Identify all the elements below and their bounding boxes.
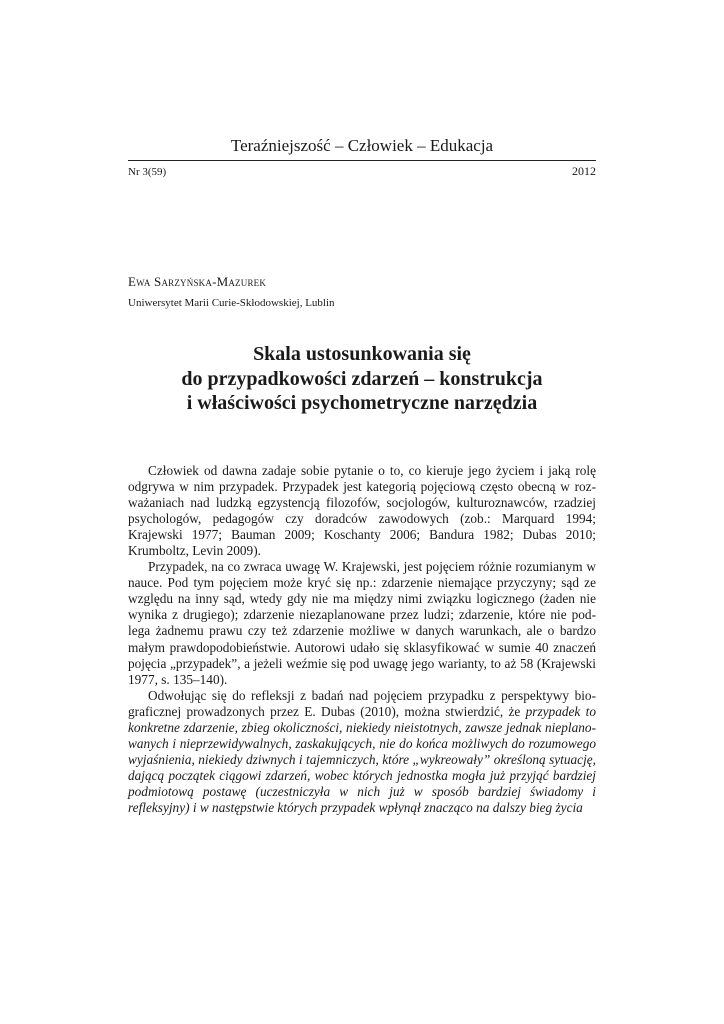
title-line-3: i właściwości psychometryczne narzędzia bbox=[186, 392, 538, 414]
article-body bbox=[128, 463, 596, 816]
issue-number: Nr 3(59) bbox=[128, 166, 167, 178]
author-last2-rest: azurek bbox=[228, 274, 267, 289]
article-title bbox=[128, 342, 596, 416]
author-last-initial: S bbox=[154, 274, 162, 289]
author-last2-initial: M bbox=[216, 274, 229, 289]
title-line-2: do przypadkowości zdarzeń – konstrukcja bbox=[181, 367, 543, 390]
paragraph-3-definition: przypadek to konkretne zdarzenie, zbieg okoliczności, niekiedy nieistotnych, zawsze jednak nieplanowanych i nieprzewidywalnych, zaskakujących, nie do końca możliwych do rozumowego wyjaśnienia, niekiedy dziwnych i tajemniczych, które „wykreowały” określoną sytuację, dającą początek ciągowi zdarzeń, wobec których jednostka mogła już przyjąć bardziej podmiotową postawę (uczestniczyła w nich już w sposób bardziej świadomy i refleksyjny) i w następstwie których przypadek wpłynął znacząco na dalszy bieg życia bbox=[128, 703, 596, 815]
author-first-initial: E bbox=[128, 274, 137, 289]
author-affiliation: Uniwersytet Marii Curie-Skłodowskiej, Lublin bbox=[128, 297, 335, 309]
paragraph-3-lead: Odwołując się do refleksji z badań nad pojęciem przypadku z perspektywy biograficznej prowadzonych przez E. Dubas (2010), można stwierdzić, że bbox=[128, 687, 596, 719]
paragraph-3 bbox=[128, 688, 596, 816]
author-first-rest: wa bbox=[136, 274, 151, 289]
publication-year: 2012 bbox=[572, 164, 596, 178]
paragraph-2: Przypadek, na co zwraca uwagę W. Krajewski, jest pojęciem różnie rozumianym w nauce. Pod tym pojęciem może kryć się np.: zdarzenie niemające przyczyny; sąd ze względu na inny sąd, wtedy gdy nie ma między nimi związku logicznego (żaden nie wynika z drugiego); zdarzenie niezaplanowane przez ludzi; zdarzenie, które nie podlega żadnemu prawu czy też zdarzenie możliwe w danych warunkach, ale o bardzo małym prawdopodobieństwie. Autorowi udało się sklasyfikować w sumie 40 znaczeń pojęcia „przypadek”, a jeżeli weźmie się pod uwagę jego warianty, to aż 58 (Krajewski 1977, s. 135–140). bbox=[128, 559, 596, 687]
title-line-1: Skala ustosunkowania się bbox=[253, 343, 471, 365]
author-name: Ewa Sarzyńska-Mazurek bbox=[128, 274, 267, 289]
author-last-rest: arzyńska bbox=[161, 274, 213, 289]
journal-title: Teraźniejszość – Człowiek – Edukacja bbox=[230, 136, 494, 155]
header-rule bbox=[128, 160, 596, 161]
paragraph-1: Człowiek od dawna zadaje sobie pytanie o to, co kieruje jego życiem i jaką rolę odgrywa w nim przypadek. Przypadek jest kategorią pojęciową często obecną w rozważaniach nad ludzką egzystencją filozofów, socjologów, kulturoznawców, rzadziej psychologów, pedagogów czy doradców zawodowych (zob.: Marquard 1994; Krajewski 1977; Bauman 2009; Koschanty 2006; Bandura 1982; Dubas 2010; Krumboltz, Levin 2009). bbox=[128, 463, 596, 559]
